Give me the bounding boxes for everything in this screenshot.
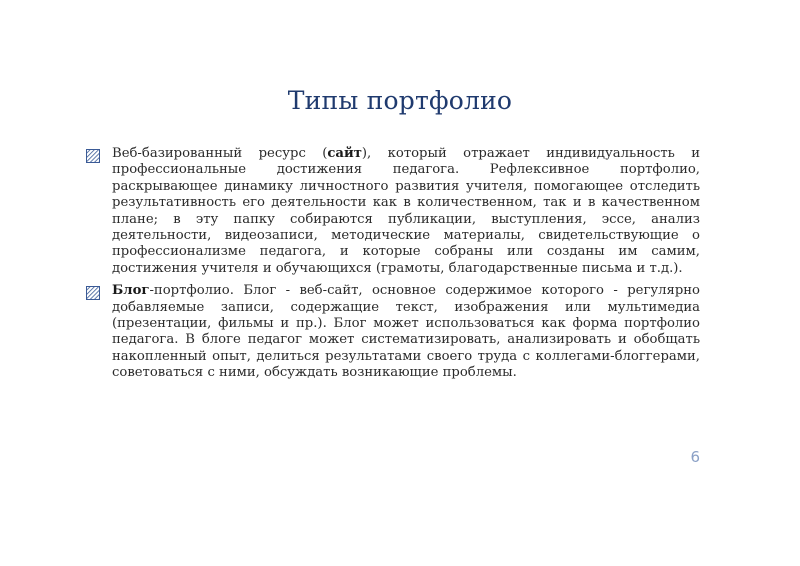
hatched-square-icon <box>86 286 100 300</box>
page-number: 6 <box>690 448 700 466</box>
bullet-text-post: ), который отражает индивидуальность и профессиональные достижения педагога. Рефлексивное портфолио, раскрывающее динамику личностного развития учителя, помогающее отследить результативность его деятельности как в количественном, так и в качественном плане; в эту папку собираются публикации, выступления, эссе, анализ деятельности, видеозаписи, методические материалы, свидетельствующие о профессионализме педагога, и которые собраны или созданы им самим, достижения учителя и обучающихся (грамоты, благодарственные письма и т.д.). <box>112 146 700 276</box>
bullet-text-site <box>112 146 700 277</box>
bullet-keyword: Блог <box>112 283 150 299</box>
bullet-text-blog <box>112 283 700 381</box>
list-item <box>86 283 700 381</box>
hatched-square-icon <box>86 149 100 163</box>
bullet-text-pre: Веб-базированный ресурс ( <box>112 146 328 161</box>
slide-title: Типы портфолио <box>287 86 513 115</box>
bullet-keyword: сайт <box>327 146 362 161</box>
bullet-text-post: -портфолио. Блог - веб-сайт, основное содержимое которого - регулярно добавляемые записи, содержащие текст, изображения или мультимедиа (презентации, фильмы и пр.). Блог может использоваться как форма портфолио педагога. В блоге педагог может систематизировать, анализировать и обобщать накопленный опыт, делиться результатами своего труда с коллегами-блоггерами, советоваться с ними, обсуждать возникающие проблемы. <box>112 283 700 381</box>
bullet-list <box>86 146 700 388</box>
list-item <box>86 146 700 277</box>
